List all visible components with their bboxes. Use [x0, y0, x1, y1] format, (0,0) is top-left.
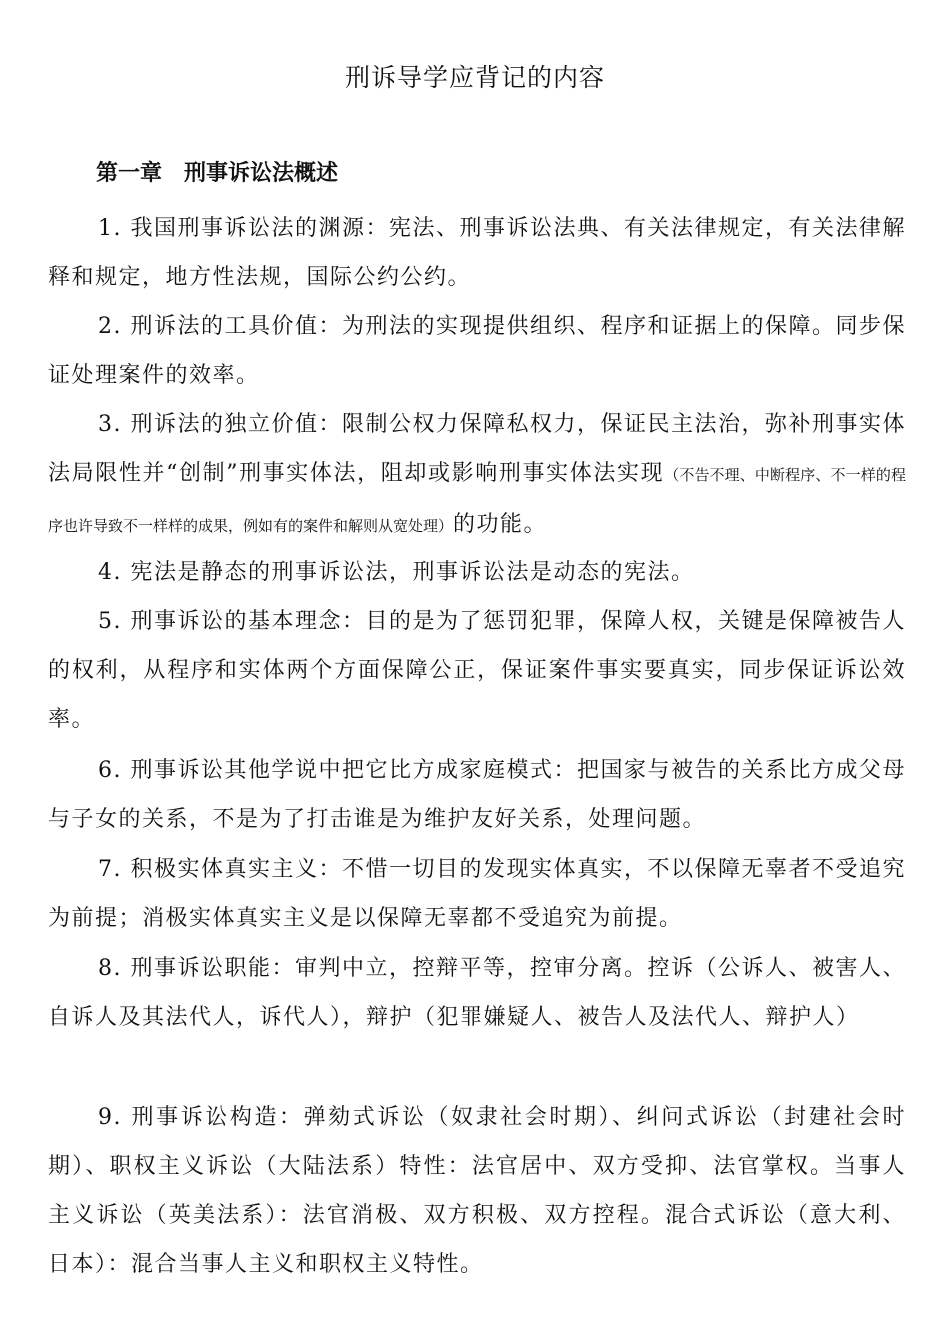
item-text: 2. 刑诉法的工具价值：为刑法的实现提供组织、程序和证据上的保障。同步保证处理案件的效率。 [48, 314, 906, 388]
item-text: 4. 宪法是静态的刑事诉讼法，刑事诉讼法是动态的宪法。 [98, 560, 695, 585]
item-text: 8. 刑事诉讼职能：审判中立，控辩平等，控审分离。控诉（公诉人、被害人、自诉人及其法代人，诉代人），辩护（犯罪嫌疑人、被告人及法代人、辩护人） [48, 956, 906, 1030]
page-title: 刑诉导学应背记的内容 [344, 63, 605, 92]
list-item [48, 548, 906, 597]
list-item [48, 746, 906, 844]
item-tail: 的功能。 [453, 512, 548, 537]
list-item [48, 302, 906, 400]
list-item [48, 1093, 906, 1289]
list-item [48, 204, 906, 302]
item-text: 1. 我国刑事诉讼法的渊源：宪法、刑事诉讼法典、有关法律规定，有关法律解释和规定，地方性法规，国际公约公约。 [48, 216, 906, 290]
list-item [48, 597, 906, 744]
item-text: 3. 刑诉法的独立价值：限制公权力保障私权力，保证民主法治，弥补刑事实体法局限性并“创制”刑事实体法，阻却或影响刑事实体法实现 [48, 412, 906, 486]
item-text: 7. 积极实体真实主义：不惜一切目的发现实体真实，不以保障无辜者不受追究为前提；消极实体真实主义是以保障无辜都不受追究为前提。 [48, 857, 906, 931]
chapter-heading: 第一章 刑事诉讼法概述 [96, 161, 339, 186]
item-text: 6. 刑事诉讼其他学说中把它比方成家庭模式：把国家与被告的关系比方成父母与子女的关系，不是为了打击谁是为维护友好关系，处理问题。 [48, 758, 906, 832]
list-item [48, 944, 906, 1042]
item-note: （不告不理、中断程序、不一样的程序也许导致不一样样的成果，例如有的案件和解则从宽处理） [48, 466, 906, 535]
list-item [48, 845, 906, 943]
item-text: 9. 刑事诉讼构造：弹劾式诉讼（奴隶社会时期）、纠问式诉讼（封建社会时期）、职权主义诉讼（大陆法系）特性：法官居中、双方受抑、法官掌权。当事人主义诉讼（英美法系）：法官消极、双方积极、双方控程。混合式诉讼（意大利、日本）：混合当事人主义和职权主义特性。 [48, 1105, 906, 1277]
list-item [48, 400, 906, 551]
item-text: 5. 刑事诉讼的基本理念：目的是为了惩罚犯罪，保障人权，关键是保障被告人的权利，从程序和实体两个方面保障公正，保证案件事实要真实，同步保证诉讼效率。 [48, 609, 906, 732]
